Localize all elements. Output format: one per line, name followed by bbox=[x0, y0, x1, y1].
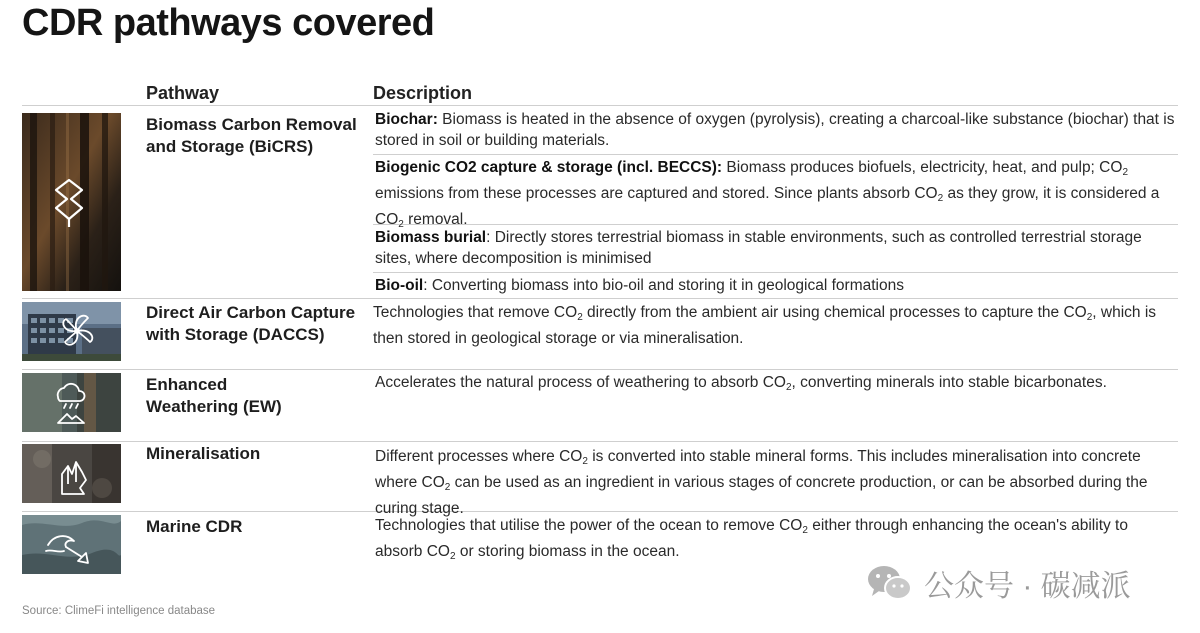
row-divider bbox=[22, 369, 1178, 370]
pathway-name-mineralisation: Mineralisation bbox=[146, 444, 261, 463]
source-note: Source: ClimeFi intelligence database bbox=[22, 605, 216, 617]
header-description: Description bbox=[373, 83, 473, 103]
burial-label: Biomass burial bbox=[375, 229, 487, 246]
biooil-label: Bio-oil bbox=[375, 277, 424, 294]
marine-thumbnail bbox=[22, 515, 121, 574]
bicrs-thumbnail bbox=[22, 113, 121, 291]
bicrs-biochar-description: Biochar: Biomass is heated in the absence of oxygen (pyrolysis), creating a charcoal-like substance (biochar) that is stored in soil or building materials. bbox=[375, 111, 1175, 149]
row-divider bbox=[373, 272, 1178, 273]
biochar-label: Biochar: bbox=[375, 111, 438, 128]
mineralisation-thumbnail bbox=[22, 444, 121, 503]
ew-thumbnail bbox=[22, 373, 121, 432]
beccs-label: Biogenic CO2 capture & storage (incl. BECCS): bbox=[375, 159, 723, 176]
page-title: CDR pathways covered bbox=[22, 2, 435, 44]
row-divider bbox=[373, 154, 1178, 155]
watermark bbox=[866, 563, 1131, 603]
mineralisation-description: Different processes where CO2 is converted into stable mineral forms. This includes mineralisation into concrete where CO2 can be used as an ingredient in various stages of concrete production, or can be absorbed during the curing stage. bbox=[375, 448, 1148, 517]
bicrs-beccs-description: Biogenic CO2 capture & storage (incl. BECCS): Biomass produces biofuels, electricity, heat, and pulp; CO2 emissions from these processes are captured and stored. Since plants absorb CO2 as they grow, it is considered a CO2 removal. bbox=[375, 159, 1160, 230]
row-divider bbox=[22, 441, 1178, 442]
marine-description: Technologies that utilise the power of the ocean to remove CO2 either through enhancing the ocean's ability to absorb CO2 or storing biomass in the ocean. bbox=[375, 517, 1128, 562]
pathway-name-ew: Enhanced Weathering (EW) bbox=[146, 375, 282, 416]
daccs-thumbnail bbox=[22, 302, 121, 361]
pathway-name-daccs: Direct Air Carbon Capture with Storage (DACCS) bbox=[146, 303, 356, 344]
bicrs-burial-description: Biomass burial: Directly stores terrestrial biomass in stable environments, such as controlled terrestrial storage sites, where decomposition is minimised bbox=[375, 229, 1142, 267]
watermark-text: 公众号 · 碳减派 bbox=[924, 570, 1131, 603]
wechat-icon bbox=[866, 563, 914, 603]
header-divider bbox=[22, 105, 1178, 106]
bicrs-biooil-description: Bio-oil: Converting biomass into bio-oil and storing it in geological formations bbox=[375, 277, 904, 294]
pathway-name-marine: Marine CDR bbox=[146, 517, 243, 536]
pathway-name-bicrs: Biomass Carbon Removal and Storage (BiCRS) bbox=[146, 115, 357, 156]
header-pathway: Pathway bbox=[146, 83, 220, 103]
row-divider bbox=[22, 298, 1178, 299]
daccs-description: Technologies that remove CO2 directly from the ambient air using chemical processes to capture the CO2, which is then stored in geological storage or via mineralisation. bbox=[373, 304, 1157, 347]
ew-description: Accelerates the natural process of weathering to absorb CO2, converting minerals into stable bicarbonates. bbox=[375, 374, 1107, 393]
